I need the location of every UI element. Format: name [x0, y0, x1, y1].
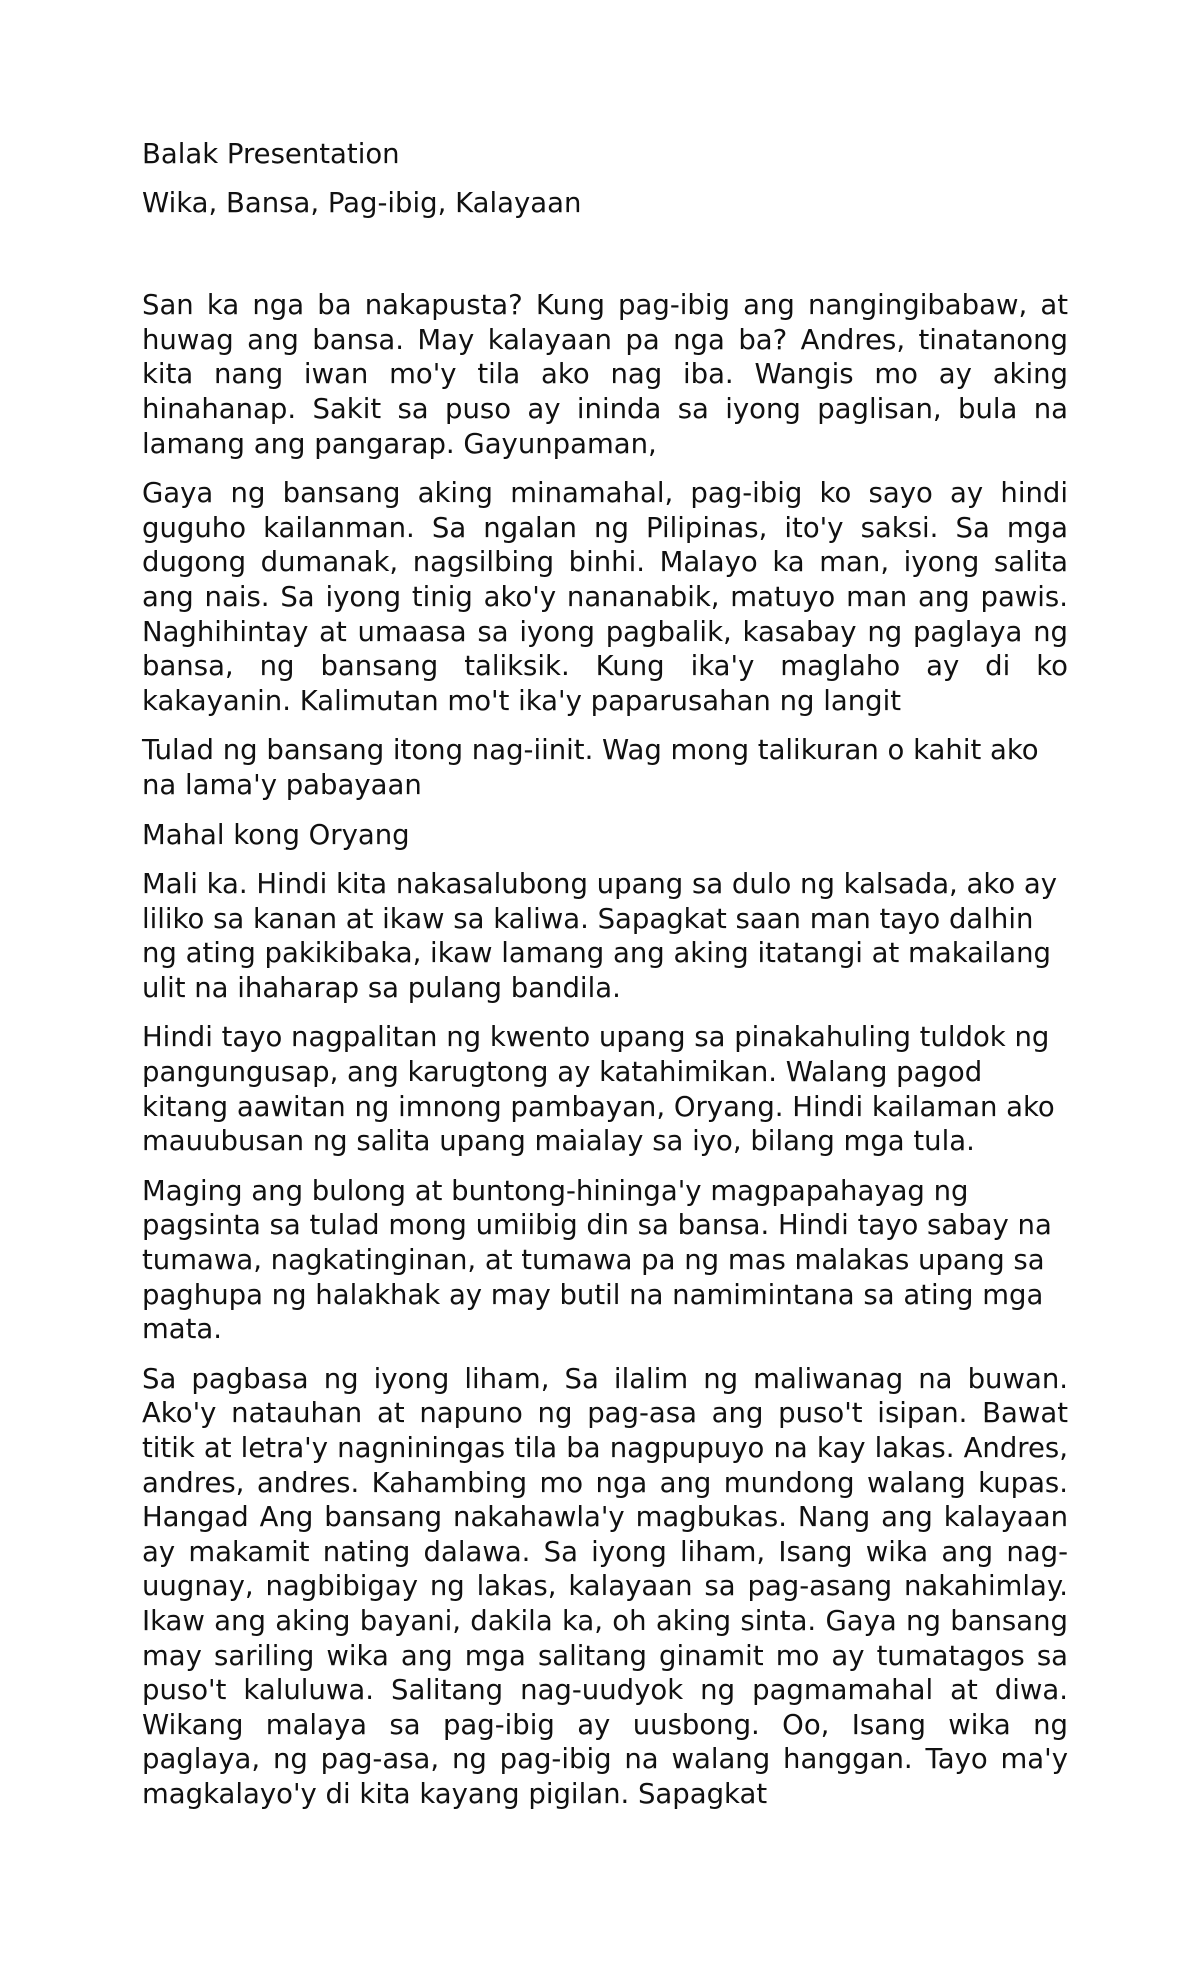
- paragraph: Sa pagbasa ng iyong liham, Sa ilalim ng maliwanag na buwan. Ako'y natauhan at napuno ng pag-asa ang puso't isipan. Bawat titik at letra'y nagniningas tila ba nagpupuyo na kay lakas. Andres, andres, andres. Kahambing mo nga ang mundong walang kupas. Hangad Ang bansang nakahawla'y magbukas. Nang ang kalayaan ay makamit nating dalawa. Sa iyong liham, Isang wika ang nag-uugnay, nagbibigay ng lakas, kalayaan sa pag-asang nakahimlay. Ikaw ang aking bayani, dakila ka, oh aking sinta. Gaya ng bansang may sariling wika ang mga salitang ginamit mo ay tumatagos sa puso't kaluluwa. Salitang nag-uudyok ng pagmamahal at diwa. Wikang malaya sa pag-ibig ay uusbong. Oo, Isang wika ng paglaya, ng pag-asa, ng pag-ibig na walang hanggan. Tayo ma'y magkalayo'y di kita kayang pigilan. Sapagkat: [142, 1362, 1068, 1810]
- paragraph: Maging ang bulong at buntong-hininga'y magpapahayag ng pagsinta sa tulad mong umiibig din sa bansa. Hindi tayo sabay na tumawa, nagkatinginan, at tumawa pa ng mas malakas upang sa paghupa ng halakhak ay may butil na namimintana sa ating mga mata.: [142, 1174, 1052, 1346]
- paragraph: Mali ka. Hindi kita nakasalubong upang sa dulo ng kalsada, ako ay liliko sa kanan at ikaw sa kaliwa. Sapagkat saan man tayo dalhin ng ating pakikibaka, ikaw lamang ang aking itatangi at makailang ulit na ihaharap sa pulang bandila.: [142, 868, 1058, 1004]
- paragraph: San ka nga ba nakapusta? Kung pag-ibig ang nangingibabaw, at huwag ang bansa. May kalayaan pa nga ba? Andres, tinatanong kita nang iwan mo'y tila ako nag iba. Wangis mo ay aking hinahanap. Sakit sa puso ay ininda sa iyong paglisan, bula na lamang ang pangarap. Gayunpaman,: [142, 289, 1068, 460]
- paragraph: Hindi tayo nagpalitan ng kwento upang sa pinakahuling tuldok ng pangungusap, ang karugtong ay katahimikan. Walang pagod kitang aawitan ng imnong pambayan, Oryang. Hindi kailaman ako mauubusan ng salita upang maialay sa iyo, bilang mga tula.: [142, 1021, 1055, 1158]
- document-body: [142, 137, 1068, 1827]
- document-subtitle: Wika, Bansa, Pag-ibig, Kalayaan: [142, 186, 582, 219]
- paragraph: Gaya ng bansang aking minamahal, pag-ibig ko sayo ay hindi guguho kailanman. Sa ngalan ng Pilipinas, ito'y saksi. Sa mga dugong dumanak, nagsilbing binhi. Malayo ka man, iyong salita ang nais. Sa iyong tinig ako'y nananabik, matuyo man ang pawis. Naghihintay at umaasa sa iyong pagbalik, kasabay ng paglaya ng bansa, ng bansang taliksik. Kung ika'y maglaho ay di ko kakayanin. Kalimutan mo't ika'y paparusahan ng langit: [142, 477, 1068, 717]
- salutation: Mahal kong Oryang: [142, 818, 410, 851]
- document-title: Balak Presentation: [142, 138, 400, 170]
- paragraph: Tulad ng bansang itong nag-iinit. Wag mong talikuran o kahit ako na lama'y pabayaan: [142, 734, 1039, 801]
